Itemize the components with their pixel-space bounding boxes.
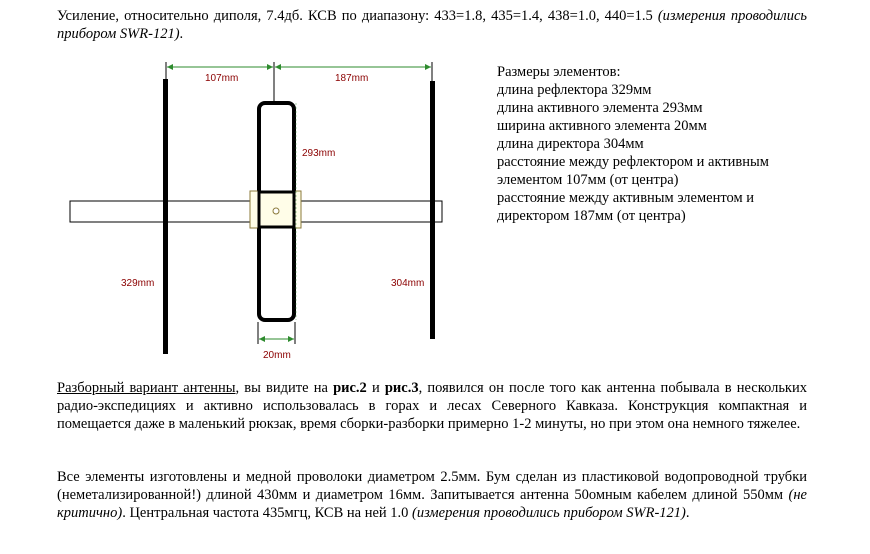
paragraph-materials <box>57 468 807 522</box>
label-20mm: 20mm <box>263 350 291 361</box>
dims-title: Размеры элементов: <box>497 64 621 80</box>
element-dimensions-list <box>497 63 797 225</box>
p3-italic-2: (измерения проводились прибором SWR-121) <box>412 505 686 521</box>
label-304mm: 304mm <box>391 278 425 289</box>
label-107mm: 107mm <box>205 73 239 84</box>
dims-line: элементом 107мм (от центра) <box>497 172 679 188</box>
dims-line: расстояние между рефлектором и активным <box>497 154 769 170</box>
dims-line: длина рефлектора 329мм <box>497 82 652 98</box>
p3-end: . <box>685 505 690 521</box>
p2-text-rest: , появился он после того как антенна побывала в нескольких радио-экспедициях и активно использовалась в горах и лесах Северного Кавказа. Конструкция компактная и помещается даже в маленький рюкзак, время сборки-разборки примерно 1-2 минуты, но при этом она немного тяжелее. <box>57 380 807 432</box>
dims-line: длина директора 304мм <box>497 136 644 152</box>
reflector-element <box>163 79 168 354</box>
figure-ref-3: рис.3 <box>384 380 419 396</box>
label-293mm: 293mm <box>302 148 336 159</box>
dims-line: директором 187мм (от центра) <box>497 208 686 224</box>
p2-text-b: и <box>366 380 385 396</box>
feed-point <box>273 208 279 214</box>
director-element <box>430 81 435 339</box>
label-329mm: 329mm <box>121 278 155 289</box>
paragraph-assembly <box>57 379 807 433</box>
p3-text-b: . Центральная частота 435мгц, КСВ на ней 1.0 <box>122 505 413 521</box>
p2-text-a: , вы видите на <box>235 380 334 396</box>
p3-italic-1: (не критично) <box>57 487 807 521</box>
label-187mm: 187mm <box>335 73 369 84</box>
figure-ref-2: рис.2 <box>333 380 367 396</box>
underlined-heading: Разборный вариант антенны <box>57 380 236 396</box>
dims-line: расстояние между активным элементом и <box>497 190 755 206</box>
intro-italic: (измерения проводились прибором SWR-121) <box>57 8 807 42</box>
p3-text-a: Все элементы изготовлены и медной проволоки диаметром 2.5мм. Бум сделан из пластиковой водопроводной трубки (неметализированной!) длиной 430мм и диаметром 16мм. Запитывается антенна 50омным кабелем длиной 550мм <box>57 469 807 503</box>
dims-line: длина активного элемента 293мм <box>497 100 703 116</box>
intro-end: . <box>179 26 184 42</box>
dims-line: ширина активного элемента 20мм <box>497 118 707 134</box>
intro-text: Усиление, относительно диполя, 7.4дб. КСВ по диапазону: 433=1.8, 435=1.4, 438=1.0, 440=1.5 <box>57 8 658 24</box>
